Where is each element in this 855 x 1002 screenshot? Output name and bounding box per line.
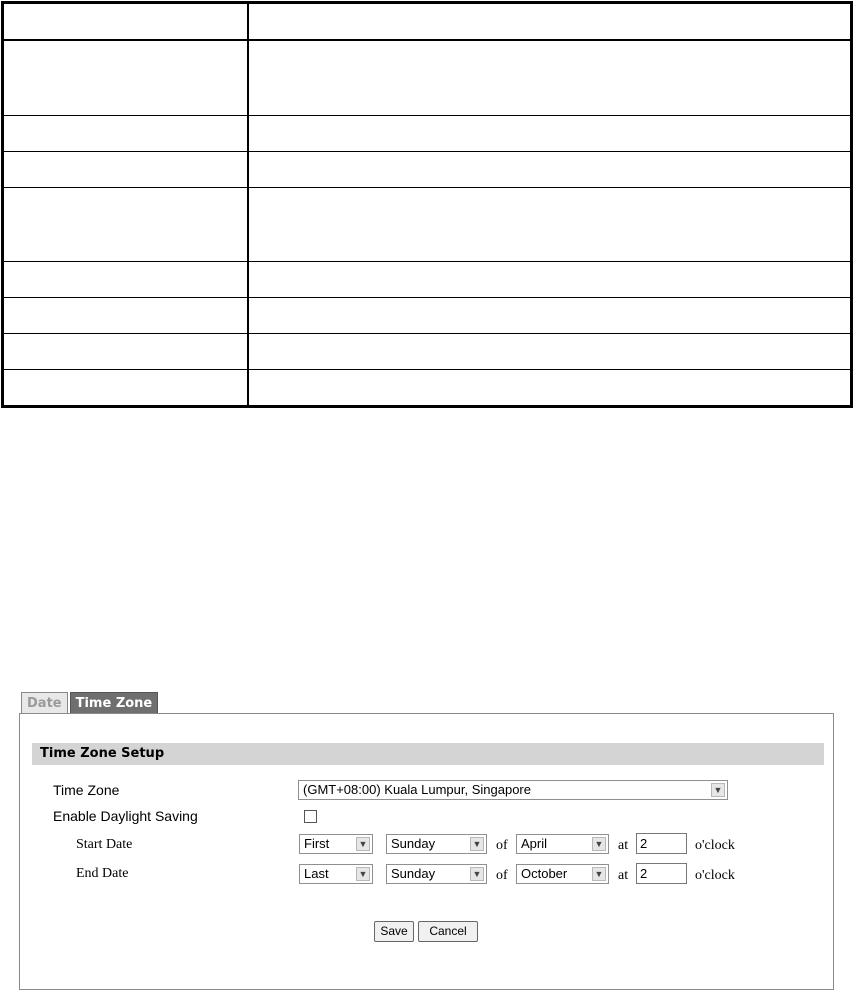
chevron-down-icon: ▼: [470, 867, 484, 881]
table-row: [4, 333, 850, 369]
end-at-text: at: [618, 868, 629, 883]
table-header-row: [4, 4, 850, 41]
end-week-value: Last: [304, 866, 329, 881]
table-cell: [4, 334, 249, 369]
cancel-button[interactable]: Cancel: [418, 921, 478, 942]
start-oclock-text: o'clock: [695, 838, 735, 853]
end-hour-input[interactable]: 2: [636, 863, 687, 884]
table-cell: [249, 298, 850, 333]
chevron-down-icon: ▼: [470, 837, 484, 851]
tab-time-zone[interactable]: Time Zone: [70, 692, 159, 714]
table-row: [4, 369, 850, 405]
chevron-down-icon: ▼: [711, 783, 725, 797]
table-cell: [249, 188, 850, 261]
table-cell: [4, 298, 249, 333]
table-header-cell: [4, 4, 249, 39]
start-month-select[interactable]: [516, 834, 609, 854]
table-cell: [249, 152, 850, 187]
table-cell: [4, 116, 249, 151]
end-of-text: of: [496, 868, 508, 883]
table-header-cell: [249, 4, 850, 39]
end-month-value: October: [521, 866, 568, 881]
end-day-select[interactable]: [386, 864, 487, 884]
start-month-value: April: [521, 836, 548, 851]
chevron-down-icon: ▼: [592, 837, 606, 851]
tab-date[interactable]: Date: [21, 692, 68, 714]
start-hour-input[interactable]: 2: [636, 833, 687, 854]
table-cell: [4, 188, 249, 261]
daylight-saving-label: Enable Daylight Saving: [53, 808, 198, 824]
table-row: [4, 187, 850, 261]
section-title: Time Zone Setup: [40, 746, 165, 761]
daylight-saving-checkbox[interactable]: [304, 810, 317, 823]
table-cell: [4, 41, 249, 115]
table-row: [4, 261, 850, 297]
table-row: [4, 297, 850, 333]
time-zone-label: Time Zone: [53, 782, 120, 798]
save-button[interactable]: Save: [374, 921, 414, 942]
start-week-select[interactable]: [299, 834, 373, 854]
table-row: [4, 151, 850, 187]
chevron-down-icon: ▼: [592, 867, 606, 881]
end-month-select[interactable]: [516, 864, 609, 884]
table-cell: [249, 116, 850, 151]
time-zone-select[interactable]: [298, 780, 728, 800]
time-zone-panel: [19, 713, 834, 990]
chevron-down-icon: ▼: [356, 837, 370, 851]
table-cell: [4, 152, 249, 187]
start-day-select[interactable]: [386, 834, 487, 854]
start-week-value: First: [304, 836, 330, 851]
time-zone-value: (GMT+08:00) Kuala Lumpur, Singapore: [303, 782, 531, 797]
info-table: [1, 1, 853, 408]
end-date-label: End Date: [76, 866, 129, 881]
table-cell: [249, 370, 850, 405]
table-cell: [249, 334, 850, 369]
table-row: [4, 41, 850, 115]
start-of-text: of: [496, 838, 508, 853]
table-cell: [249, 41, 850, 115]
section-header: [32, 743, 824, 765]
table-cell: [249, 262, 850, 297]
table-row: [4, 115, 850, 151]
end-oclock-text: o'clock: [695, 868, 735, 883]
table-cell: [4, 262, 249, 297]
tab-bar: [21, 692, 158, 714]
table-cell: [4, 370, 249, 405]
start-date-label: Start Date: [76, 837, 133, 852]
start-day-value: Sunday: [391, 836, 436, 851]
start-at-text: at: [618, 838, 629, 853]
chevron-down-icon: ▼: [356, 867, 370, 881]
end-week-select[interactable]: [299, 864, 373, 884]
end-day-value: Sunday: [391, 866, 436, 881]
